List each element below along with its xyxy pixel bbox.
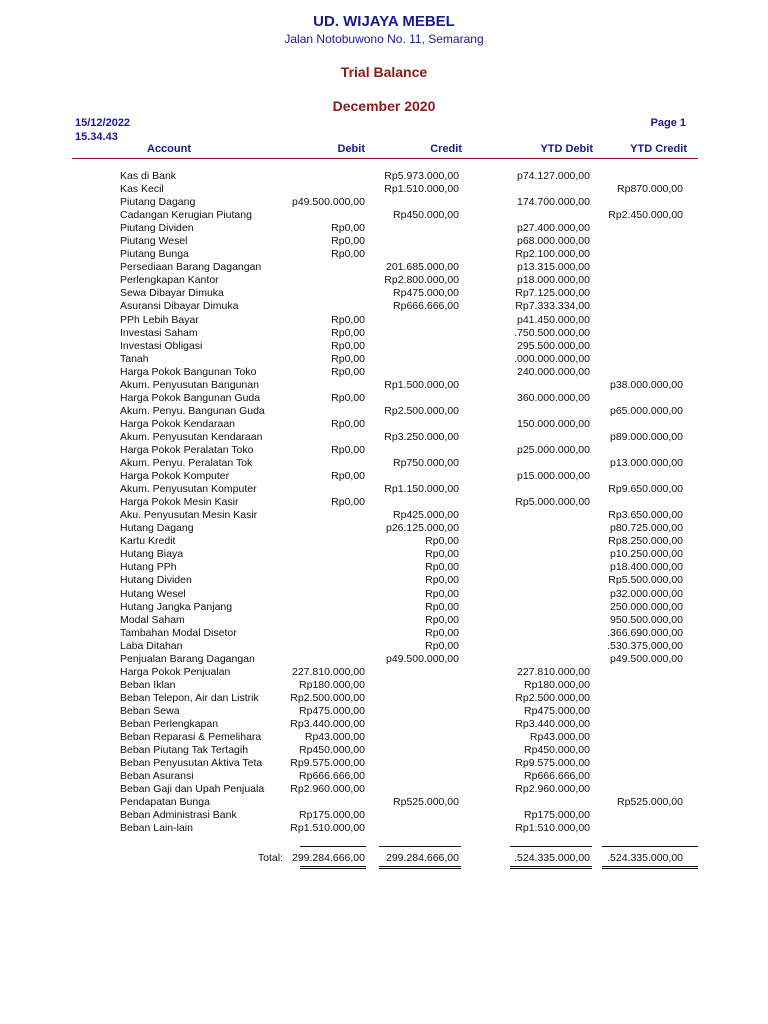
- cell-ytd-debit: Rp2.960.000,00: [515, 783, 590, 796]
- cell-debit: Rp0,00: [331, 391, 365, 404]
- table-row: [0, 209, 768, 222]
- cell-debit: Rp1.510.000,00: [290, 822, 365, 835]
- cell-account: Tanah: [120, 352, 149, 365]
- cell-credit: p49.500.000,00: [386, 652, 459, 665]
- table-row: [0, 431, 768, 444]
- company-name: UD. WIJAYA MEBEL: [313, 13, 455, 30]
- column-header-ytd-credit: YTD Credit: [630, 143, 687, 155]
- cell-debit: Rp0,00: [331, 248, 365, 261]
- cell-ytd-debit: p25.000.000,00: [517, 443, 590, 456]
- cell-credit: Rp5.973.000,00: [384, 170, 459, 182]
- table-row: [0, 509, 768, 522]
- cell-ytd-credit: p13.000.000,00: [610, 457, 683, 470]
- cell-account: Beban Iklan: [120, 678, 176, 691]
- cell-account: Harga Pokok Bangunan Toko: [120, 365, 257, 378]
- cell-ytd-credit: p18.400.000,00: [610, 561, 683, 574]
- cell-ytd-credit: p80.725.000,00: [610, 522, 683, 535]
- cell-debit: Rp450.000,00: [299, 744, 365, 757]
- cell-account: Asuransi Dibayar Dimuka: [120, 300, 239, 313]
- column-header-account: Account: [147, 143, 191, 155]
- cell-ytd-debit: p13.315.000,00: [517, 261, 590, 274]
- cell-debit: Rp666.666,00: [299, 770, 365, 783]
- cell-debit: Rp0,00: [331, 339, 365, 352]
- total-debit: 299.284.666,00: [292, 852, 365, 864]
- cell-ytd-debit: Rp7.333.334,00: [515, 300, 590, 313]
- table-row: [0, 235, 768, 248]
- cell-ytd-credit: Rp525.000,00: [617, 796, 683, 809]
- cell-account: Kas di Bank: [120, 170, 177, 182]
- cell-debit: Rp180.000,00: [299, 678, 365, 691]
- cell-account: Harga Pokok Komputer: [120, 470, 230, 483]
- total-line-debit-bottom-2: [300, 868, 366, 869]
- cell-ytd-debit: .750.500.000,00: [514, 326, 590, 339]
- cell-ytd-debit: Rp2.100.000,00: [515, 248, 590, 261]
- cell-ytd-debit: Rp2.500.000,00: [515, 691, 590, 704]
- table-row: [0, 522, 768, 535]
- cell-credit: Rp1.510.000,00: [384, 183, 459, 196]
- cell-account: Beban Sewa: [120, 704, 180, 717]
- cell-credit: 201.685.000,00: [386, 261, 459, 274]
- cell-ytd-debit: p27.400.000,00: [517, 222, 590, 235]
- cell-ytd-credit: p10.250.000,00: [610, 548, 683, 561]
- table-row: [0, 679, 768, 692]
- cell-account: Modal Saham: [120, 613, 185, 626]
- table-row: [0, 535, 768, 548]
- print-date: 15/12/2022: [75, 117, 131, 129]
- total-line-ytd-credit-bottom-2: [602, 868, 698, 869]
- cell-debit: Rp0,00: [331, 470, 365, 483]
- total-credit: 299.284.666,00: [386, 852, 459, 864]
- table-row: [0, 574, 768, 587]
- cell-account: Beban Telepon, Air dan Listrik: [120, 691, 259, 704]
- cell-account: Investasi Saham: [120, 326, 198, 339]
- cell-account: Hutang PPh: [120, 561, 177, 574]
- total-line-debit-top: [300, 846, 366, 847]
- table-row: [0, 653, 768, 666]
- table-row: [0, 809, 768, 822]
- cell-account: Beban Penyusutan Aktiva Teta: [120, 757, 263, 770]
- cell-credit: Rp525.000,00: [393, 796, 459, 809]
- table-row: [0, 457, 768, 470]
- total-line-ytd-debit-bottom-2: [510, 868, 592, 869]
- cell-account: Kartu Kredit: [120, 535, 176, 548]
- cell-account: Beban Gaji dan Upah Penjuala: [120, 783, 265, 796]
- cell-ytd-credit: 250.000.000,00: [610, 600, 683, 613]
- cell-credit: Rp450.000,00: [393, 209, 459, 222]
- table-row: [0, 692, 768, 705]
- cell-credit: Rp666.666,00: [393, 300, 459, 313]
- total-line-ytd-credit-top: [602, 846, 698, 847]
- cell-ytd-credit: Rp9.650.000,00: [608, 483, 683, 496]
- cell-ytd-debit: Rp450.000,00: [524, 744, 590, 757]
- column-header-ytd-debit: YTD Debit: [540, 143, 593, 155]
- table-row: [0, 627, 768, 640]
- total-label: Total:: [257, 852, 283, 864]
- table-row: [0, 314, 768, 327]
- table-row: [0, 196, 768, 209]
- cell-ytd-debit: 360.000.000,00: [517, 391, 590, 404]
- cell-credit: Rp0,00: [425, 561, 459, 574]
- table-row: [0, 379, 768, 392]
- cell-debit: Rp175.000,00: [299, 809, 365, 822]
- cell-ytd-debit: Rp7.125.000,00: [515, 287, 590, 300]
- cell-credit: Rp0,00: [425, 587, 459, 600]
- table-row: [0, 353, 768, 366]
- cell-debit: Rp0,00: [331, 235, 365, 248]
- cell-account: Hutang Jangka Panjang: [120, 600, 233, 613]
- cell-ytd-debit: p18.000.000,00: [517, 274, 590, 287]
- cell-credit: Rp475.000,00: [393, 287, 459, 300]
- table-row: [0, 274, 768, 287]
- cell-debit: Rp0,00: [331, 326, 365, 339]
- cell-debit: Rp0,00: [331, 352, 365, 365]
- cell-account: Piutang Dagang: [120, 196, 196, 209]
- cell-account: Hutang Biaya: [120, 548, 184, 561]
- cell-account: Investasi Obligasi: [120, 339, 203, 352]
- cell-account: Piutang Wesel: [120, 235, 188, 248]
- company-address: Jalan Notobuwono No. 11, Semarang: [284, 32, 484, 46]
- cell-ytd-credit: p49.500.000,00: [610, 652, 683, 665]
- table-row: [0, 588, 768, 601]
- cell-ytd-debit: 174.700.000,00: [517, 196, 590, 209]
- cell-account: Sewa Dibayar Dimuka: [120, 287, 224, 300]
- cell-ytd-debit: Rp180.000,00: [524, 678, 590, 691]
- page-number: Page 1: [650, 117, 686, 129]
- cell-account: Beban Perlengkapan: [120, 717, 219, 730]
- cell-ytd-credit: p32.000.000,00: [610, 587, 683, 600]
- cell-debit: Rp2.960.000,00: [290, 783, 365, 796]
- cell-debit: 227.810.000,00: [292, 665, 365, 678]
- cell-credit: Rp0,00: [425, 535, 459, 548]
- report-title: Trial Balance: [340, 64, 428, 80]
- cell-ytd-credit: .366.690.000,00: [607, 626, 683, 639]
- cell-credit: Rp2.500.000,00: [384, 404, 459, 417]
- table-row: [0, 770, 768, 783]
- cell-account: Piutang Dividen: [120, 222, 194, 235]
- table-row: [0, 470, 768, 483]
- column-header-debit: Debit: [337, 143, 365, 155]
- cell-credit: Rp0,00: [425, 626, 459, 639]
- total-line-ytd-debit-bottom-1: [510, 866, 592, 867]
- table-row: [0, 614, 768, 627]
- table-row: [0, 601, 768, 614]
- cell-credit: Rp2.800.000,00: [384, 274, 459, 287]
- cell-account: Hutang Dagang: [120, 522, 194, 535]
- cell-account: Beban Lain-lain: [120, 822, 193, 835]
- table-row: [0, 340, 768, 353]
- cell-ytd-debit: Rp475.000,00: [524, 704, 590, 717]
- total-line-credit-bottom-2: [379, 868, 461, 869]
- cell-ytd-debit: 240.000.000,00: [517, 365, 590, 378]
- cell-credit: Rp1.150.000,00: [384, 483, 459, 496]
- table-row: [0, 248, 768, 261]
- table-row: [0, 170, 768, 183]
- cell-ytd-credit: Rp870.000,00: [617, 183, 683, 196]
- cell-account: Pendapatan Bunga: [120, 796, 210, 809]
- cell-account: Kas Kecil: [120, 183, 164, 196]
- cell-account: Beban Asuransi: [120, 770, 194, 783]
- cell-account: Penjualan Barang Dagangan: [120, 652, 255, 665]
- cell-account: Akum. Penyusutan Komputer: [120, 483, 257, 496]
- table-row: [0, 796, 768, 809]
- cell-credit: Rp750.000,00: [393, 457, 459, 470]
- cell-account: Hutang Dividen: [120, 574, 192, 587]
- table-row: [0, 418, 768, 431]
- cell-debit: Rp0,00: [331, 443, 365, 456]
- cell-credit: Rp425.000,00: [393, 509, 459, 522]
- cell-account: Cadangan Kerugian Piutang: [120, 209, 252, 222]
- cell-account: Persediaan Barang Dagangan: [120, 261, 262, 274]
- cell-ytd-debit: Rp9.575.000,00: [515, 757, 590, 770]
- cell-account: Harga Pokok Peralatan Toko: [120, 443, 254, 456]
- cell-ytd-debit: 150.000.000,00: [517, 417, 590, 430]
- cell-account: Tambahan Modal Disetor: [120, 626, 237, 639]
- cell-account: Piutang Bunga: [120, 248, 189, 261]
- table-row: [0, 718, 768, 731]
- cell-debit: Rp0,00: [331, 417, 365, 430]
- total-ytd-debit: .524.335.000,00: [514, 852, 590, 864]
- cell-debit: Rp2.500.000,00: [290, 691, 365, 704]
- cell-ytd-debit: p68.000.000,00: [517, 235, 590, 248]
- cell-ytd-credit: 950.500.000,00: [610, 613, 683, 626]
- cell-account: Aku. Penyusutan Mesin Kasir: [120, 509, 258, 522]
- cell-ytd-credit: .530.375.000,00: [607, 639, 683, 652]
- cell-ytd-credit: p38.000.000,00: [610, 378, 683, 391]
- cell-ytd-credit: Rp5.500.000,00: [608, 574, 683, 587]
- total-line-ytd-debit-top: [510, 846, 592, 847]
- cell-ytd-credit: Rp3.650.000,00: [608, 509, 683, 522]
- cell-account: Akum. Penyusutan Bangunan: [120, 378, 259, 391]
- table-row: [0, 496, 768, 509]
- cell-ytd-debit: 295.500.000,00: [517, 339, 590, 352]
- cell-account: Hutang Wesel: [120, 587, 186, 600]
- table-row: [0, 261, 768, 274]
- table-row: [0, 744, 768, 757]
- table-row: [0, 548, 768, 561]
- cell-account: Akum. Penyusutan Kendaraan: [120, 430, 263, 443]
- cell-ytd-debit: .000.000.000,00: [514, 352, 590, 365]
- cell-ytd-debit: Rp666.666,00: [524, 770, 590, 783]
- cell-account: Akum. Penyu. Bangunan Guda: [120, 404, 265, 417]
- table-row: [0, 640, 768, 653]
- cell-ytd-debit: Rp3.440.000,00: [515, 717, 590, 730]
- cell-credit: Rp1.500.000,00: [384, 378, 459, 391]
- cell-account: Harga Pokok Mesin Kasir: [120, 496, 239, 509]
- cell-debit: Rp43.000,00: [304, 731, 365, 744]
- print-time: 15.34.43: [75, 131, 118, 143]
- cell-ytd-debit: p41.450.000,00: [517, 313, 590, 326]
- cell-ytd-credit: p89.000.000,00: [610, 430, 683, 443]
- total-line-ytd-credit-bottom-1: [602, 866, 698, 867]
- table-row: [0, 300, 768, 313]
- cell-credit: Rp0,00: [425, 548, 459, 561]
- cell-ytd-debit: Rp43.000,00: [529, 731, 590, 744]
- cell-debit: Rp0,00: [331, 365, 365, 378]
- total-line-credit-bottom-1: [379, 866, 461, 867]
- table-row: [0, 731, 768, 744]
- table-row: [0, 666, 768, 679]
- cell-debit: Rp0,00: [331, 496, 365, 509]
- table-row: [0, 822, 768, 835]
- cell-account: PPh Lebih Bayar: [120, 313, 199, 326]
- table-row: [0, 287, 768, 300]
- cell-debit: Rp3.440.000,00: [290, 717, 365, 730]
- cell-account: Perlengkapan Kantor: [120, 274, 219, 287]
- table-row: [0, 222, 768, 235]
- cell-credit: Rp3.250.000,00: [384, 430, 459, 443]
- cell-debit: Rp0,00: [331, 222, 365, 235]
- cell-debit: Rp9.575.000,00: [290, 757, 365, 770]
- column-header-credit: Credit: [430, 143, 462, 155]
- cell-debit: p49.500.000,00: [292, 196, 365, 209]
- table-row: [0, 757, 768, 770]
- table-row: [0, 444, 768, 457]
- cell-ytd-credit: p65.000.000,00: [610, 404, 683, 417]
- total-line-debit-bottom-1: [300, 866, 366, 867]
- cell-ytd-credit: Rp8.250.000,00: [608, 535, 683, 548]
- table-row: [0, 561, 768, 574]
- table-row: [0, 327, 768, 340]
- cell-ytd-debit: 227.810.000,00: [517, 665, 590, 678]
- table-row: [0, 483, 768, 496]
- rows-container: [0, 170, 768, 835]
- total-ytd-credit: .524.335.000,00: [607, 852, 683, 864]
- cell-account: Beban Piutang Tak Tertagih: [120, 744, 249, 757]
- header-divider: [72, 158, 698, 159]
- cell-account: Harga Pokok Penjualan: [120, 665, 231, 678]
- cell-account: Harga Pokok Kendaraan: [120, 417, 235, 430]
- table-row: [0, 405, 768, 418]
- cell-account: Laba Ditahan: [120, 639, 183, 652]
- cell-account: Beban Administrasi Bank: [120, 809, 237, 822]
- table-row: [0, 783, 768, 796]
- cell-credit: Rp0,00: [425, 613, 459, 626]
- cell-account: Akum. Penyu. Peralatan Tok: [120, 457, 253, 470]
- total-line-credit-top: [379, 846, 461, 847]
- table-row: [0, 392, 768, 405]
- report-period: December 2020: [332, 98, 436, 114]
- cell-account: Harga Pokok Bangunan Guda: [120, 391, 261, 404]
- cell-ytd-debit: Rp5.000.000,00: [515, 496, 590, 509]
- cell-account: Beban Reparasi & Pemelihara: [120, 731, 262, 744]
- cell-ytd-debit: p15.000.000,00: [517, 470, 590, 483]
- cell-credit: Rp0,00: [425, 574, 459, 587]
- cell-credit: Rp0,00: [425, 639, 459, 652]
- cell-credit: Rp0,00: [425, 600, 459, 613]
- cell-debit: Rp0,00: [331, 313, 365, 326]
- cell-ytd-debit: Rp1.510.000,00: [515, 822, 590, 835]
- cell-ytd-debit: p74.127.000,00: [517, 170, 590, 182]
- table-row: [0, 705, 768, 718]
- table-row: [0, 183, 768, 196]
- cell-ytd-debit: Rp175.000,00: [524, 809, 590, 822]
- cell-credit: p26.125.000,00: [386, 522, 459, 535]
- cell-ytd-credit: Rp2.450.000,00: [608, 209, 683, 222]
- cell-debit: Rp475.000,00: [299, 704, 365, 717]
- table-row: [0, 366, 768, 379]
